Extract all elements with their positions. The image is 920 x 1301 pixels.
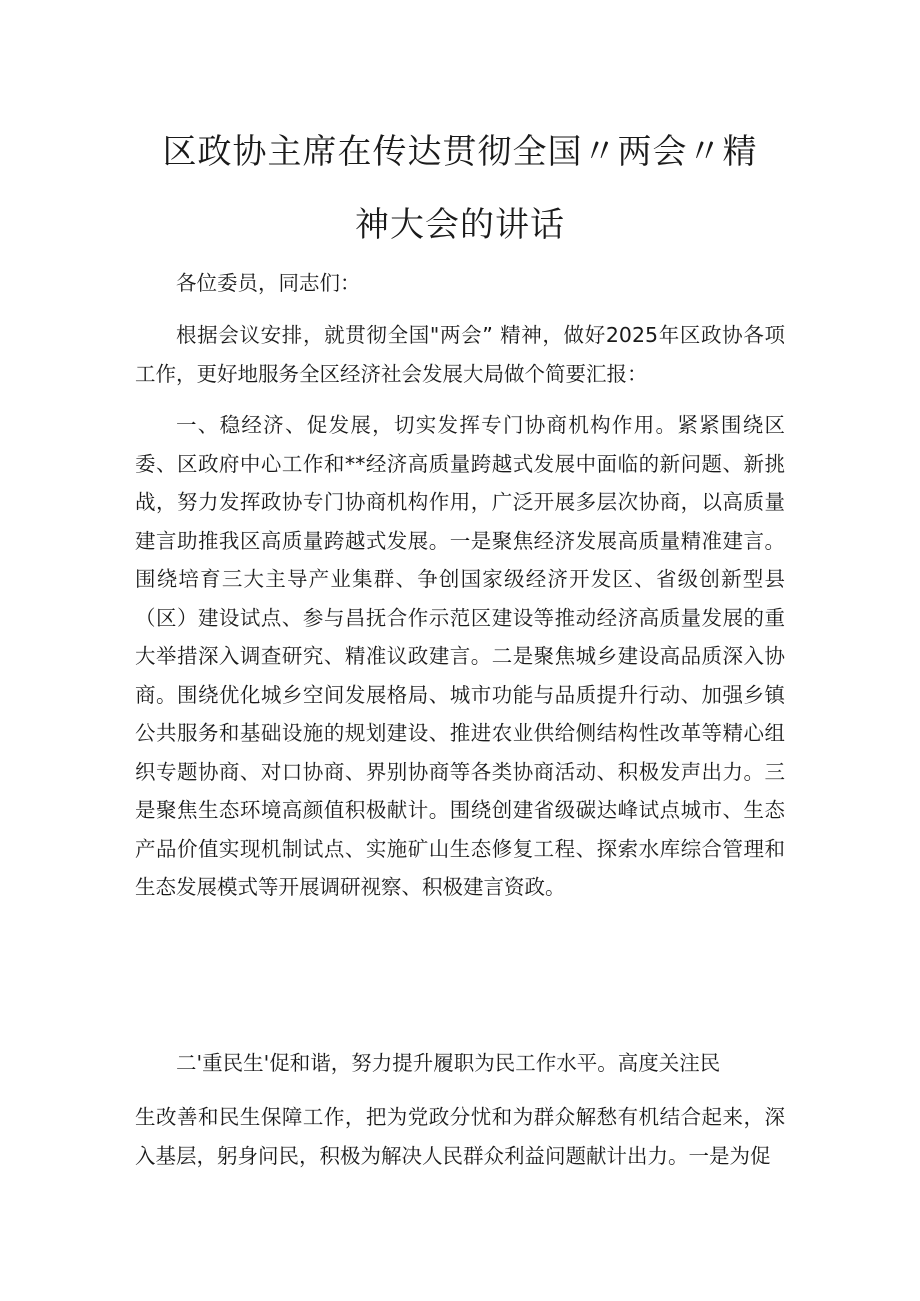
- section-2-body-paragraph: 生改善和民生保障工作，把为党政分忧和为群众解愁有机结合起来，深入基层，躬身问民，积极为解决人民群众利益问题献计出力。一是为促: [135, 1105, 785, 1168]
- greeting-paragraph: 各位委员，同志们：: [176, 271, 361, 295]
- document-title-line-2: 神大会的讲话: [355, 205, 565, 245]
- section-2-heading-line: 二'重民生'促和谐，努力提升履职为民工作水平。高度关注民: [176, 1051, 721, 1075]
- section-1-paragraph: 一、稳经济、促发展，切实发挥专门协商机构作用。紧紧围绕区委、区政府中心工作和**经济高质量跨越式发展中面临的新问题、新挑战，努力发挥政协专门协商机构作用，广泛开展多层次协商，以高质量建言助推我区高质量跨越式发展。一是聚焦经济发展高质量精准建言。围绕培育三大主导产业集群、争创国家级经济开发区、省级创新型县（区）建设试点、参与昌抚合作示范区建设等推动经济高质量发展的重大举措深入调查研究、精准议政建言。二是聚焦城乡建设高品质深入协商。围绕优化城乡空间发展格局、城市功能与品质提升行动、加强乡镇公共服务和基础设施的规划建设、推进农业供给侧结构性改革等精心组织专题协商、对口协商、界别协商等各类协商活动、积极发声出力。三是聚焦生态环境高颜值积极献计。围绕创建省级碳达峰试点城市、生态产品价值实现机制试点、实施矿山生态修复工程、探索水库综合管理和生态发展模式等开展调研视察、积极建言资政。: [135, 413, 785, 899]
- intro-paragraph: 根据会议安排，就贯彻全国"两会” 精神，做好2025年区政协各项工作，更好地服务全区经济社会发展大局做个简要汇报：: [135, 323, 785, 386]
- document-title-line-1: 区政协主席在传达贯彻全国〃两会〃精: [162, 132, 758, 172]
